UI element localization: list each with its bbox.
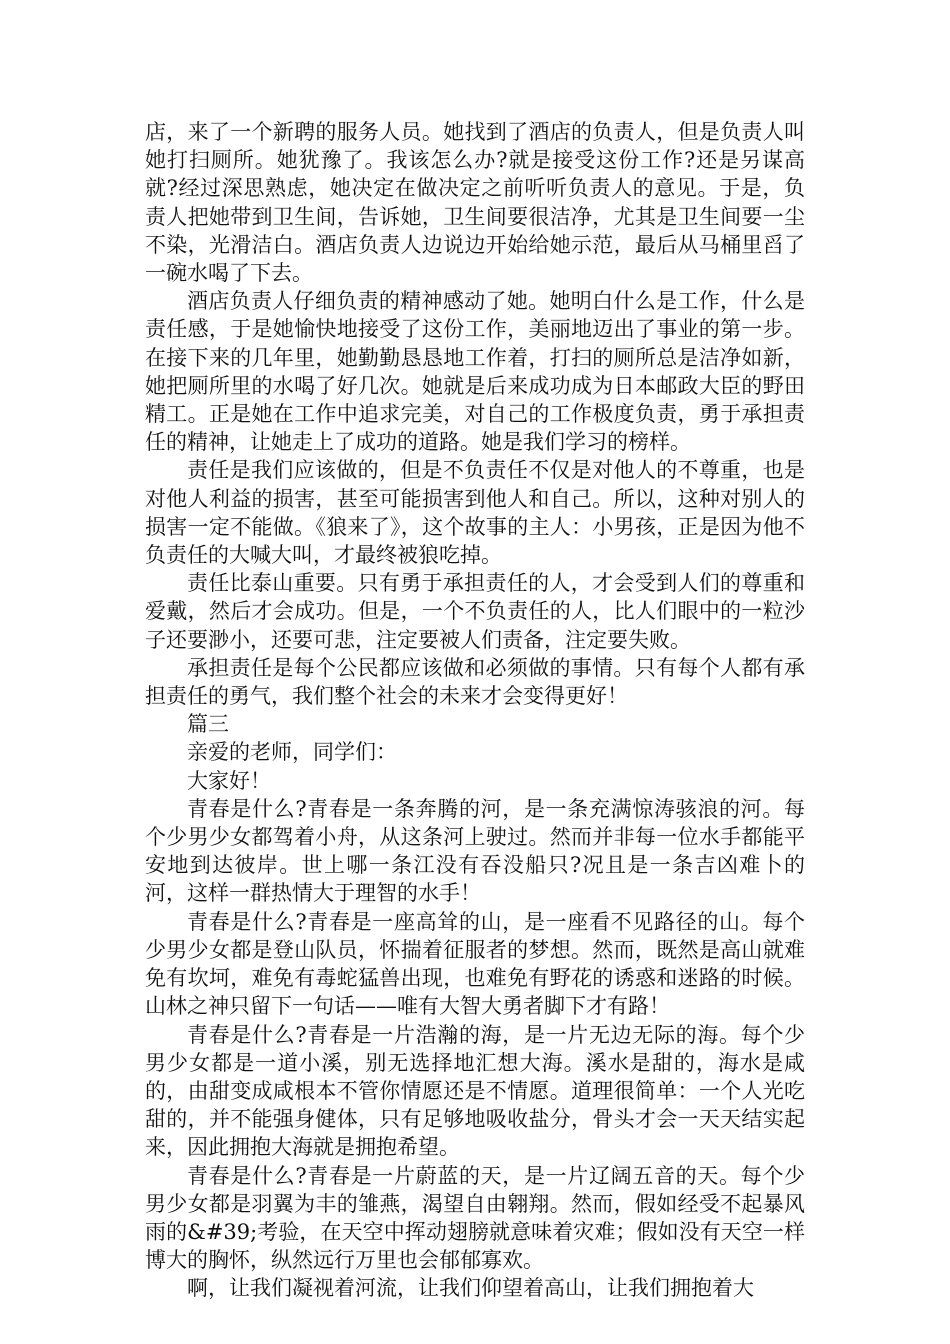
document-body (145, 118, 805, 1303)
paragraph: 责任比泰山重要。只有勇于承担责任的人，才会受到人们的尊重和爱戴，然后才会成功。但是，一个不负责任的人，比人们眼中的一粒沙子还要渺小，还要可悲，注定要被人们责备，注定要失败。 (145, 571, 805, 652)
greeting: 大家好！ (187, 768, 271, 793)
section-heading: 篇三 (187, 712, 229, 737)
paragraph: 责任是我们应该做的，但是不负责任不仅是对他人的不尊重，也是对他人利益的损害，甚至可能损害到他人和自己。所以，这种对别人的损害一定不能做。《狼来了》，这个故事的主人：小男孩，正是因为他不负责任的大喊大叫，才最终被狼吃掉。 (145, 458, 805, 568)
paragraph: 青春是什么?青春是一片浩瀚的海，是一片无边无际的海。每个少男少女都是一道小溪，别无选择地汇想大海。溪水是甜的，海水是咸的，由甜变成咸根本不管你情愿还是不情愿。道理很简单：一个人光吃甜的，并不能强身健体，只有足够地吸收盐分，骨头才会一天天结实起来，因此拥抱大海就是拥抱希望。 (145, 1022, 805, 1160)
paragraph: 酒店负责人仔细负责的精神感动了她。她明白什么是工作，什么是责任感，于是她愉快地接受了这份工作，美丽地迈出了事业的第一步。在接下来的几年里，她勤勤恳恳地工作着，打扫的厕所总是洁净如新，她把厕所里的水喝了好几次。她就是后来成功成为日本邮政大臣的野田精工。正是她在工作中追求完美，对自己的工作极度负责，勇于承担责任的精神，让她走上了成功的道路。她是我们学习的榜样。 (145, 289, 805, 455)
salutation: 亲爱的老师，同学们： (187, 740, 397, 765)
paragraph: 青春是什么?青春是一条奔腾的河，是一条充满惊涛骇浪的河。每个少男少女都驾着小舟，从这条河上驶过。然而并非每一位水手都能平安地到达彼岸。世上哪一条江没有吞没船只?况且是一条吉凶难卜的河，这样一群热情大于理智的水手！ (145, 796, 805, 906)
paragraph: 承担责任是每个公民都应该做和必须做的事情。只有每个人都有承担责任的勇气，我们整个社会的未来才会变得更好！ (145, 655, 805, 709)
paragraph: 啊，让我们凝视着河流，让我们仰望着高山，让我们拥抱着大 (187, 1276, 754, 1301)
paragraph: 青春是什么?青春是一片蔚蓝的天，是一片辽阔五音的天。每个少男少女都是羽翼为丰的雏燕，渴望自由翱翔。然而，假如经受不起暴风雨的&#39;考验，在天空中挥动翅膀就意味着灾难；假如没有天空一样博大的胸怀，纵然远行万里也会郁郁寡欢。 (145, 1163, 805, 1273)
paragraph: 青春是什么?青春是一座高耸的山，是一座看不见路径的山。每个少男少女都是登山队员，怀揣着征服者的梦想。然而，既然是高山就难免有坎坷，难免有毒蛇猛兽出现，也难免有野花的诱惑和迷路的时候。山林之神只留下一句话——唯有大智大勇者脚下才有路！ (145, 909, 805, 1019)
paragraph: 店，来了一个新聘的服务人员。她找到了酒店的负责人，但是负责人叫她打扫厕所。她犹豫了。我该怎么办?就是接受这份工作?还是另谋高就?经过深思熟虑，她决定在做决定之前听听负责人的意见。于是，负责人把她带到卫生间，告诉她，卫生间要很洁净，尤其是卫生间要一尘不染，光滑洁白。酒店负责人边说边开始给她示范，最后从马桶里舀了一碗水喝了下去。 (145, 120, 805, 286)
